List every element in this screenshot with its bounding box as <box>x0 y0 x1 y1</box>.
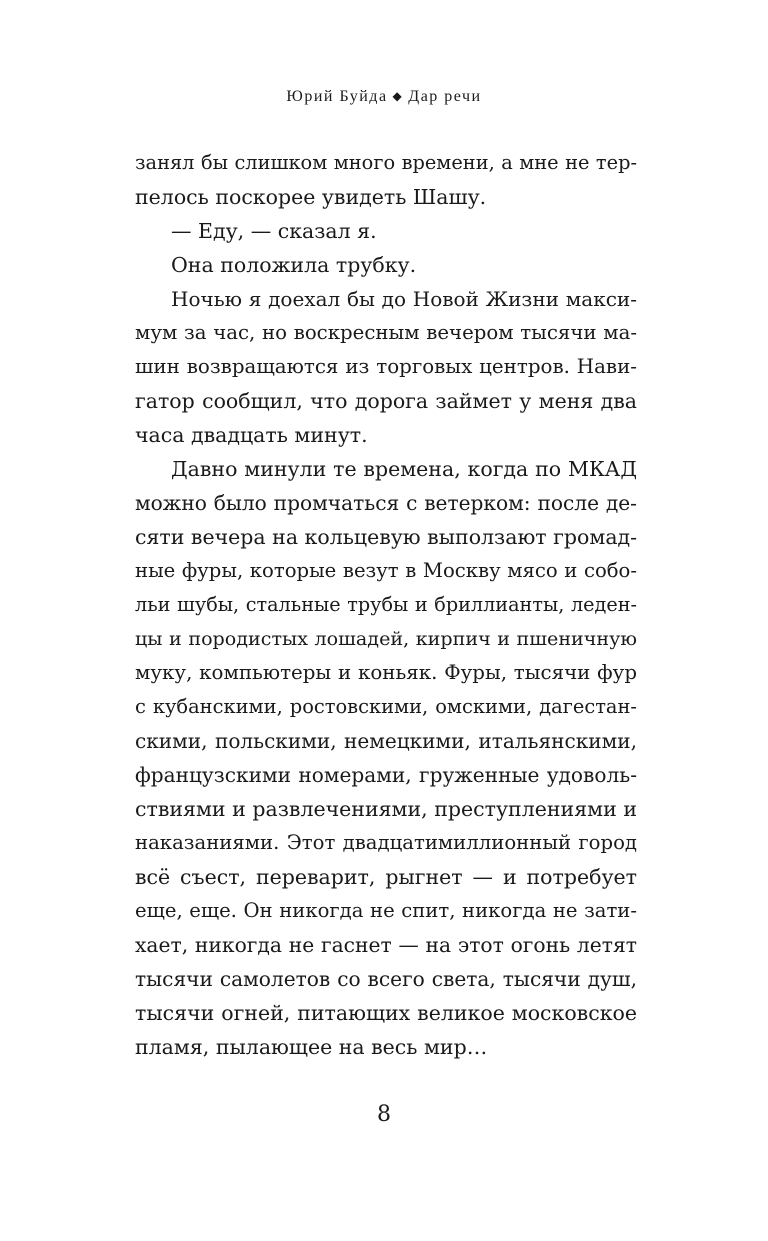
running-head-author: Юрий Буйда <box>286 88 388 105</box>
text-line: ствиями и развлечениями, преступлениями и <box>135 797 637 821</box>
text-line: можно было промчаться с ветерком: после де- <box>135 491 637 515</box>
text-line: часа двадцать минут. <box>135 423 368 447</box>
text-line: пелось поскорее увидеть Шашу. <box>135 185 487 209</box>
text-line: муку, компьютеры и коньяк. Фуры, тысячи фур <box>135 661 637 684</box>
text-line: занял бы слишком много времени, а мне не тер- <box>135 151 637 174</box>
text-line: Ночью я доехал бы до Новой Жизни макси- <box>171 287 637 311</box>
text-line: шин возвращаются из торговых центров. Нави- <box>135 355 637 378</box>
text-line: ные фуры, которые везут в Москву мясо и собо- <box>135 559 637 582</box>
text-line: хает, никогда не гаснет — на этот огонь летят <box>135 933 637 957</box>
text-line: пламя, пылающее на весь мир… <box>135 1035 488 1059</box>
text-line: гатор сообщил, что дорога займет у меня два <box>135 389 637 413</box>
text-line: наказаниями. Этот двадцатимиллионный город <box>135 831 637 854</box>
text-line: скими, польскими, немецкими, итальянскими, <box>135 729 637 753</box>
text-line: цы и породистых лошадей, кирпич и пшеничную <box>135 627 637 650</box>
diamond-separator-icon: ◆ <box>392 89 404 103</box>
text-line: тысячи самолетов со всего света, тысячи душ, <box>135 967 637 991</box>
text-line: Давно минули те времена, когда по МКАД <box>171 457 637 481</box>
text-line: сяти вечера на кольцевую выползают громад- <box>135 525 638 549</box>
page-number: 8 <box>377 1102 391 1127</box>
text-line: Она положила трубку. <box>171 253 417 277</box>
running-head-title: Дар речи <box>408 88 482 105</box>
text-line: — Еду, — сказал я. <box>171 219 377 243</box>
text-line: с кубанскими, ростовскими, омскими, дагестан- <box>135 695 637 718</box>
body-text <box>135 146 637 1064</box>
text-line: французскими номерами, груженные удоволь- <box>135 763 637 787</box>
text-line: еще, еще. Он никогда не спит, никогда не зати- <box>135 899 637 922</box>
text-line: мум за час, но воскресным вечером тысячи ма- <box>135 321 637 344</box>
text-line: тысячи огней, питающих великое московское <box>135 1001 637 1025</box>
running-head <box>0 88 768 106</box>
text-line: льи шубы, стальные трубы и бриллианты, леден- <box>135 593 637 616</box>
text-line: всё съест, переварит, рыгнет — и потребует <box>135 865 637 889</box>
